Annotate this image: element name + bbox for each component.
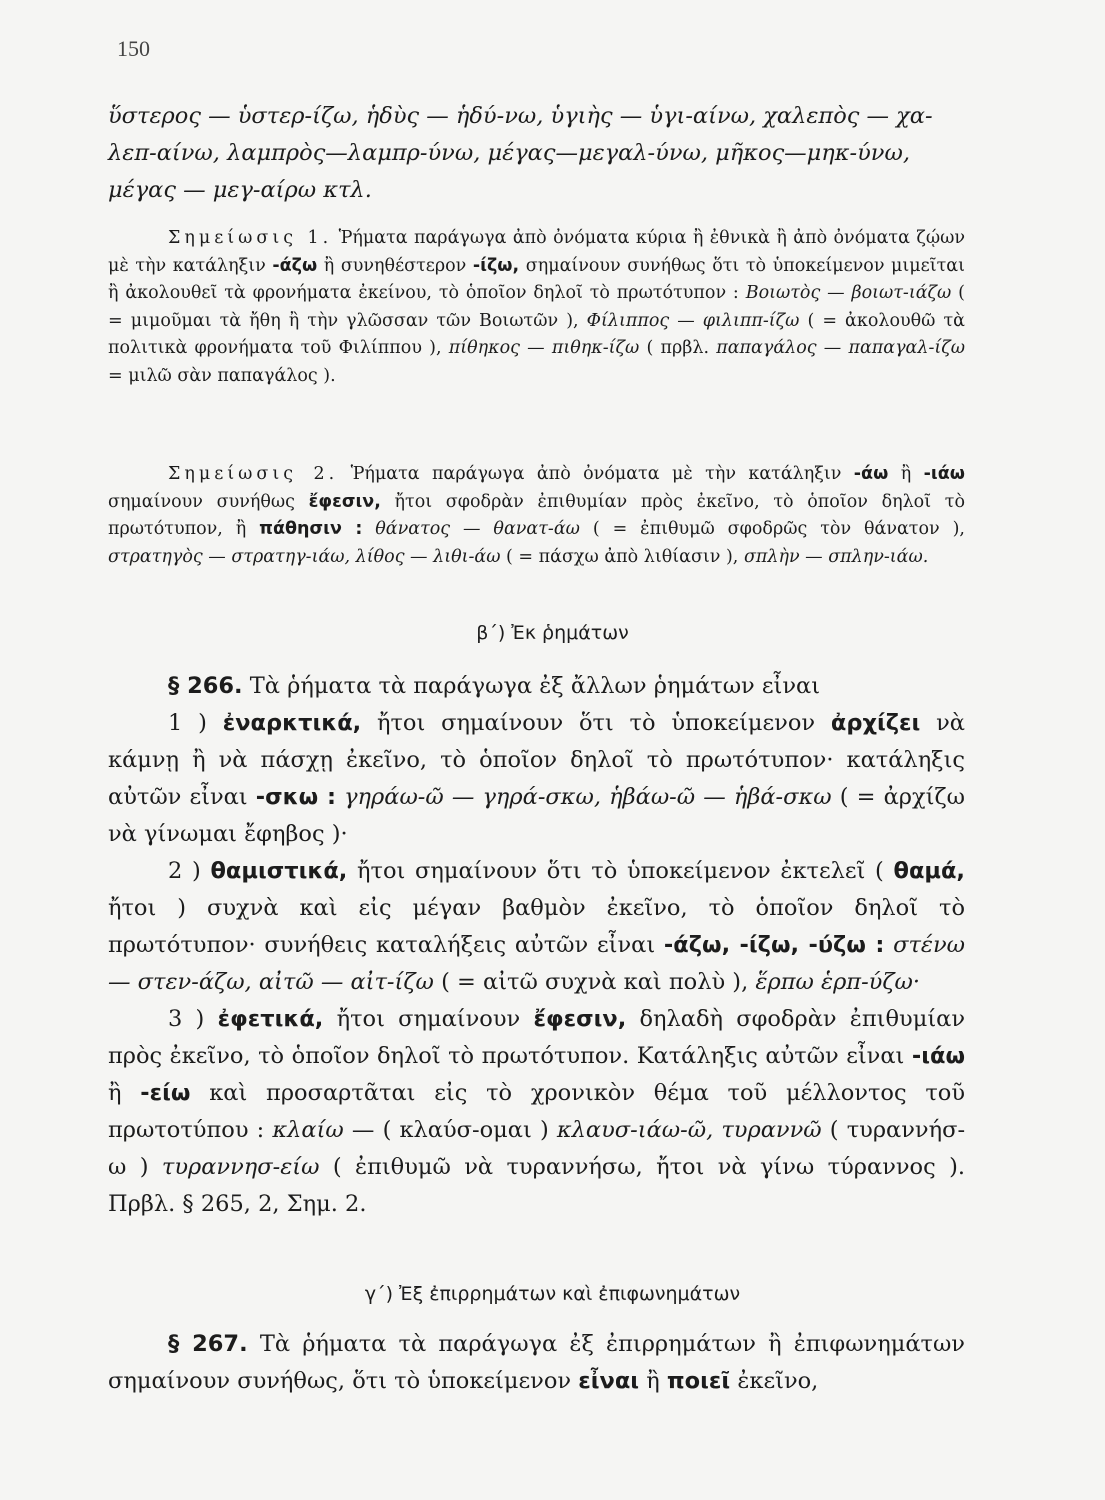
page-number: 150 xyxy=(117,36,150,61)
intro-line-1: ὕστερος — ὑστερ-ίζω, ἡδὺς — ἡδύ-νω, ὑγιὴς — ὑγι-αίνω, χαλεπὸς — χα- xyxy=(108,103,933,129)
section-267-number: § 267. xyxy=(168,1331,248,1357)
heading-b: β΄) Ἐκ ῥημάτων xyxy=(476,622,629,644)
section-266-item-1: 1 ) ἐναρκτικά, ἤτοι σημαίνουν ὅτι τὸ ὑποκείμενον ἀρχίζει νὰ κάμνῃ ἢ νὰ πάσχῃ ἐκεῖνο, τὸ ὁποῖον δηλοῖ τὸ πρωτότυπον· κατάληξις αὐτῶν εἶναι -σκω : γηράω-ῶ — γηρά-σκω, ἡβάω-ῶ — ἡβά-σκω ( = ἀρχίζω νὰ γίνωμαι ἔφηβος )· xyxy=(108,710,966,847)
section-267: § 267. Τὰ ῥήματα τὰ παράγωγα ἐξ ἐπιρρημάτων ἢ ἐπιφωνημάτων σημαίνουν συνήθως, ὅτι τὸ ὑποκείμενον εἶναι ἢ ποιεῖ ἐκεῖνο, xyxy=(108,1331,965,1394)
section-266-number: § 266. xyxy=(168,673,243,699)
note-2-label: Σημείωσις 2. xyxy=(168,464,339,484)
note-2: Σημείωσις 2. Ῥήματα παράγωγα ἀπὸ ὀνόματα μὲ τὴν κατάληξιν -άω ἢ -ιάω σημαίνουν συνήθως ἔφεσιν, ἤτοι σφοδρὰν ἐπιθυμίαν πρὸς ἐκεῖνο, τὸ ὁποῖον δηλοῖ τὸ πρωτότυπον, ἢ πάθησιν : θάνατος — θανατ-άω ( = ἐπιθυμῶ σφοδρῶς τὸν θάνατον ), στρατηγὸς — στρατηγ-ιάω, λίθος — λιθι-άω ( = πάσχω ἀπὸ λιθίασιν ), σπλὴν — σπλην-ιάω. xyxy=(108,464,965,567)
section-266-intro: § 266. Τὰ ῥήματα τὰ παράγωγα ἐξ ἄλλων ῥημάτων εἶναι xyxy=(168,673,821,699)
intro-examples xyxy=(108,98,965,209)
intro-line-2: λεπ-αίνω, λαμπρὸς—λαμπρ-ύνω, μέγας—μεγαλ-ύνω, μῆκος—μηκ-ύνω, xyxy=(108,140,910,166)
note-1-label: Σημείωσις 1. xyxy=(168,228,333,248)
intro-line-3: μέγας — μεγ-αίρω κτλ. xyxy=(108,177,372,203)
note-1: Σημείωσις 1. Ῥήματα παράγωγα ἀπὸ ὀνόματα κύρια ἢ ἐθνικὰ ἢ ἀπὸ ὀνόματα ζῴων μὲ τὴν κατάληξιν -άζω ἢ συνηθέστερον -ίζω, σημαίνουν συνήθως ὅτι τὸ ὑποκείμενον μιμεῖται ἢ ἀκολουθεῖ τὰ φρονήματα ἐκείνου, τὸ ὁποῖον δηλοῖ τὸ πρωτότυπον : Βοιωτὸς — βοιωτ-ιάζω ( = μιμοῦμαι τὰ ἤθη ἢ τὴν γλῶσσαν τῶν Βοιωτῶν ), Φίλιππος — φιλιππ-ίζω ( = ἀκολουθῶ τὰ πολιτικὰ φρονήματα τοῦ Φιλίππου ), πίθηκος — πιθηκ-ίζω ( πρβλ. παπαγάλος — παπαγαλ-ίζω = μιλῶ σὰν παπαγάλος ). xyxy=(108,228,965,386)
heading-c: γ΄) Ἐξ ἐπιρρημάτων καὶ ἐπιφωνημάτων xyxy=(364,1283,741,1305)
section-266-item-2: 2 ) θαμιστικά, ἤτοι σημαίνουν ὅτι τὸ ὑποκείμενον ἐκτελεῖ ( θαμά, ἤτοι ) συχνὰ καὶ εἰς μέγαν βαθμὸν ἐκεῖνο, τὸ ὁποῖον δηλοῖ τὸ πρωτότυπον· συνήθεις καταλήξεις αὐτῶν εἶναι -άζω, -ίζω, -ύζω : στένω — στεν-άζω, αἰτῶ — αἰτ-ίζω ( = αἰτῶ συχνὰ καὶ πολὺ ), ἕρπω ἑρπ-ύζω· xyxy=(108,858,966,995)
section-266-item-3: 3 ) ἐφετικά, ἤτοι σημαίνουν ἔφεσιν, δηλαδὴ σφοδρὰν ἐπιθυμίαν πρὸς ἐκεῖνο, τὸ ὁποῖον δηλοῖ τὸ πρωτότυπον. Κατάληξις αὐτῶν εἶναι -ιάω ἢ -είω καὶ προσαρτᾶται εἰς τὸ χρονικὸν θέμα τοῦ μέλλοντος τοῦ πρωτοτύπου : κλαίω — ( κλαύσ-ομαι ) κλαυσ-ιάω-ῶ, τυραννῶ ( τυραννήσ-ω ) τυραννησ-είω ( ἐπιθυμῶ νὰ τυραννήσω, ἤτοι νὰ γίνω τύραννος ). Πρβλ. § 265, 2, Σημ. 2. xyxy=(108,1006,966,1217)
section-266 xyxy=(108,668,965,1223)
